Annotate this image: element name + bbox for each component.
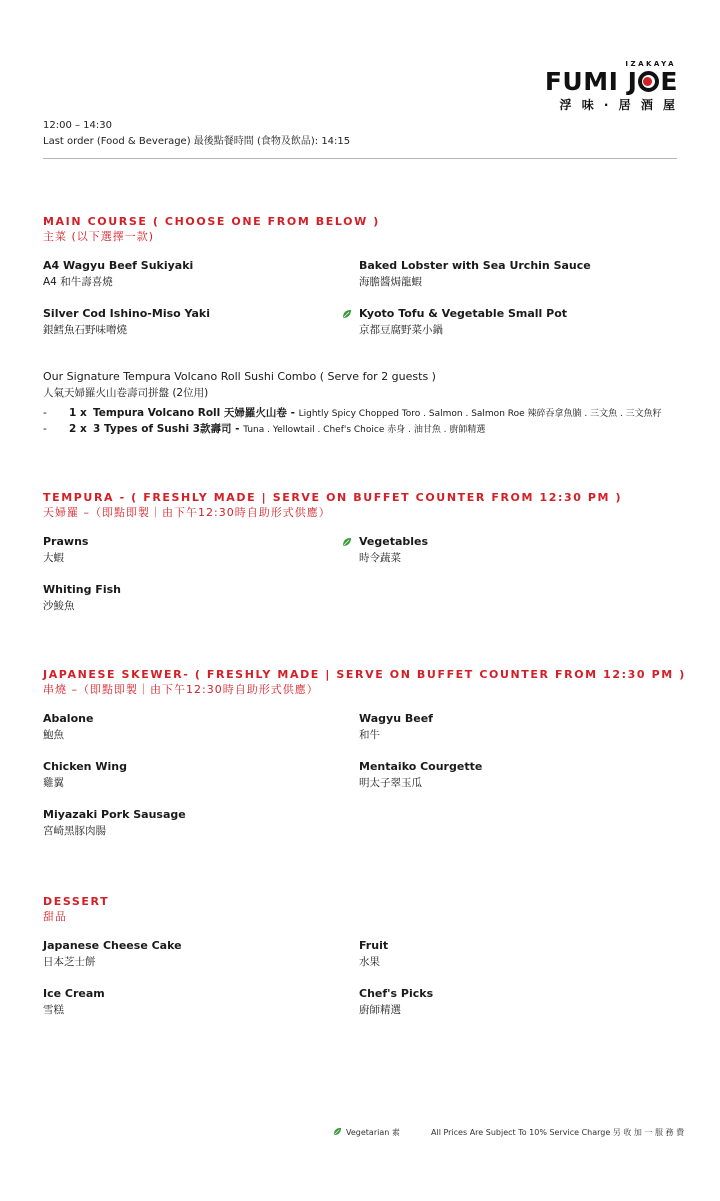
menu-item <box>359 938 388 970</box>
menu-item-name: Whiting Fish <box>43 583 121 596</box>
menu-item <box>43 986 105 1018</box>
logo-circle-icon <box>638 71 659 92</box>
menu-item <box>359 711 433 743</box>
vegetarian-legend <box>333 1127 400 1138</box>
section-japanese-skewer <box>43 667 686 698</box>
combo-bullet: - <box>43 423 47 435</box>
combo-line <box>93 421 485 438</box>
vegetarian-legend-text: Vegetarian 素 <box>346 1128 400 1137</box>
section-title-cn: 天婦羅 –（即點即製｜由下午12:30時自助形式供應） <box>43 506 331 519</box>
menu-item-name: Japanese Cheese Cake <box>43 939 182 952</box>
menu-item-name: Chef's Picks <box>359 987 434 1000</box>
menu-item-name-cn: 時令蔬菜 <box>359 552 401 564</box>
combo-desc: Tuna . Yellowtail . Chef's Choice 赤身 . 油甘魚 . 廚師精選 <box>243 425 486 435</box>
menu-item-name-cn: 鮑魚 <box>43 729 64 741</box>
combo-bullet: - <box>43 407 47 419</box>
menu-item-name: A4 Wagyu Beef Sukiyaki <box>43 259 194 272</box>
section-tempura <box>43 490 683 521</box>
menu-item-name-cn: 宮崎黑豚肉腸 <box>43 825 106 837</box>
menu-item-name: Mentaiko Courgette <box>359 760 483 773</box>
menu-item-name-cn: 京都豆腐野菜小鍋 <box>359 324 443 336</box>
menu-item <box>359 759 482 791</box>
section-title: TEMPURA - ( FRESHLY MADE | SERVE ON BUFFET COUNTER FROM 12:30 PM ) <box>43 491 623 504</box>
combo-title: Our Signature Tempura Volcano Roll Sushi Combo ( Serve for 2 guests ) <box>43 370 436 383</box>
menu-item-name: Fruit <box>359 939 389 952</box>
vegetarian-leaf-icon <box>342 309 352 319</box>
menu-item-name: Prawns <box>43 535 89 548</box>
vegetarian-leaf-icon <box>342 537 352 547</box>
service-time: 12:00 – 14:30 <box>43 120 112 131</box>
service-hours <box>43 118 350 150</box>
menu-item <box>43 306 210 338</box>
menu-item-name-cn: 銀鱈魚石野味噌燒 <box>43 324 127 336</box>
combo-qty: 1 x <box>69 407 87 419</box>
section-title-cn: 串燒 –（即點即製｜由下午12:30時自助形式供應） <box>43 683 319 696</box>
menu-item <box>43 258 193 290</box>
service-charge-note: All Prices Are Subject To 10% Service Charge 另 收 加 一 服 務 費 <box>431 1128 685 1137</box>
section-title: JAPANESE SKEWER- ( FRESHLY MADE | SERVE ON BUFFET COUNTER FROM 12:30 PM ) <box>43 668 686 681</box>
menu-item-name-cn: 雞翼 <box>43 777 64 789</box>
menu-item <box>359 258 591 290</box>
menu-item-name-cn: 廚師精選 <box>359 1004 401 1016</box>
menu-item <box>43 711 93 743</box>
combo-row <box>43 421 693 437</box>
logo-name-part1: FUMI J <box>544 67 638 96</box>
menu-item-name-cn: 明太子翠玉瓜 <box>359 777 422 789</box>
combo-qty: 2 x <box>69 423 87 435</box>
menu-item-name-cn: 和牛 <box>359 729 380 741</box>
section-title-cn: 主菜 (以下選擇一款) <box>43 230 155 243</box>
menu-item-name-cn: A4 和牛壽喜燒 <box>43 276 113 288</box>
combo-line <box>93 405 662 422</box>
last-order-time: Last order (Food & Beverage) 最後點餐時間 (食物及飲品): 14:15 <box>43 136 351 147</box>
menu-item <box>43 938 182 970</box>
menu-item-name: Ice Cream <box>43 987 105 1000</box>
combo-name: 3 Types of Sushi 3款壽司 - <box>93 423 240 435</box>
brand-logo <box>538 60 678 113</box>
header-divider <box>43 158 677 159</box>
section-title-cn: 甜品 <box>43 910 67 923</box>
menu-item <box>43 759 127 791</box>
combo-desc: Lightly Spicy Chopped Toro . Salmon . Salmon Roe 辣碎吞拿魚腩 . 三文魚 . 三文魚籽 <box>298 409 662 419</box>
section-title: MAIN COURSE ( CHOOSE ONE FROM BELOW ) <box>43 215 380 228</box>
menu-item-name-cn: 日本芝士餅 <box>43 956 96 968</box>
combo-title-cn: 人氣天婦羅火山卷壽司拼盤 (2位用) <box>43 387 209 399</box>
menu-item <box>359 986 433 1018</box>
section-main-course <box>43 214 683 245</box>
logo-chinese-name: 浮 味 · 居 酒 屋 <box>559 98 678 112</box>
combo-row <box>43 405 693 421</box>
logo-name-part2: E <box>660 67 678 96</box>
menu-item-name: Vegetables <box>359 535 429 548</box>
menu-item <box>43 582 121 614</box>
menu-item-name-cn: 海膽醬焗龍蝦 <box>359 276 422 288</box>
menu-item <box>359 534 428 566</box>
menu-item-name: Silver Cod Ishino-Miso Yaki <box>43 307 210 320</box>
menu-item-name-cn: 水果 <box>359 956 380 968</box>
vegetarian-leaf-icon <box>333 1127 342 1136</box>
menu-item-name: Wagyu Beef <box>359 712 433 725</box>
menu-item-name: Chicken Wing <box>43 760 127 773</box>
section-title: DESSERT <box>43 895 110 908</box>
menu-item <box>43 807 186 839</box>
combo-item <box>43 369 693 437</box>
menu-item-name-cn: 大蝦 <box>43 552 64 564</box>
menu-item-name: Baked Lobster with Sea Urchin Sauce <box>359 259 591 272</box>
menu-item <box>43 534 88 566</box>
menu-item-name: Kyoto Tofu & Vegetable Small Pot <box>359 307 568 320</box>
menu-item <box>359 306 567 338</box>
logo-tagline: IZAKAYA <box>625 60 676 68</box>
menu-item-name-cn: 雪糕 <box>43 1004 64 1016</box>
menu-item-name-cn: 沙鮻魚 <box>43 600 75 612</box>
menu-item-name: Abalone <box>43 712 94 725</box>
logo-wordmark <box>538 69 678 95</box>
menu-item-name: Miyazaki Pork Sausage <box>43 808 186 821</box>
section-dessert <box>43 894 683 925</box>
combo-name: Tempura Volcano Roll 天婦羅火山卷 - <box>93 407 295 419</box>
